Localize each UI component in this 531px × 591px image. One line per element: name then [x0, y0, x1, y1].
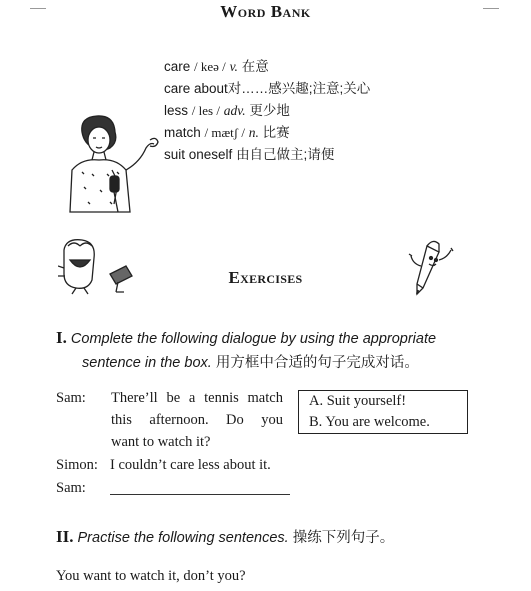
- part-of-speech: v.: [229, 59, 238, 74]
- woman-speaker-illustration: [52, 112, 162, 220]
- option-b: B. You are welcome.: [309, 414, 430, 430]
- word-token: a: [188, 390, 196, 406]
- word-entry: [164, 56, 370, 78]
- phonetic: / les /: [191, 103, 220, 118]
- word-token: be: [166, 390, 181, 406]
- section-2-number: II.: [56, 527, 74, 546]
- word: care about: [164, 81, 228, 96]
- word: care: [164, 59, 191, 74]
- practice-sentence: You want to watch it, don’t you?: [56, 568, 246, 584]
- word-token: you: [261, 412, 283, 428]
- part-of-speech: n.: [248, 125, 259, 140]
- dialogue-line: want to watch it?: [111, 434, 211, 450]
- word-entry: [164, 100, 370, 122]
- word-entry: [164, 78, 370, 100]
- answer-blank[interactable]: [110, 494, 290, 495]
- meaning: 更少地: [249, 103, 290, 118]
- instruction: Practise the following sentences.: [77, 530, 289, 546]
- speaker-sam: Sam:: [56, 480, 86, 496]
- phonetic: / keə /: [194, 59, 226, 74]
- speaker-sam: Sam:: [56, 390, 86, 406]
- section-1-instruction: [56, 326, 496, 375]
- word-token: There’ll: [111, 390, 158, 406]
- instruction-chinese: 用方框中合适的句子完成对话。: [215, 355, 419, 371]
- meaning: 比赛: [262, 125, 290, 140]
- word-bank-list: [164, 56, 370, 166]
- word-token: tennis: [204, 390, 239, 406]
- phonetic: / mætʃ /: [204, 125, 245, 140]
- word-bank-title: Word Bank: [220, 2, 311, 21]
- word-token: this: [111, 412, 132, 428]
- word-token: Do: [226, 412, 244, 428]
- option-a: A. Suit yourself!: [309, 393, 407, 409]
- meaning: 在意: [241, 59, 269, 74]
- word: match: [164, 125, 201, 140]
- word-token: match: [247, 390, 283, 406]
- dialogue-line: I couldn’t care less about it.: [110, 457, 271, 473]
- word-entry: [164, 122, 370, 144]
- section-2-instruction: [56, 526, 394, 547]
- exercises-title: Exercises: [228, 268, 303, 287]
- dialogue-line: [111, 410, 283, 432]
- word: suit oneself: [164, 147, 233, 162]
- word-token: afternoon.: [149, 412, 209, 428]
- section-1-number: I.: [56, 328, 67, 347]
- meaning: 对……感兴趣;注意;关心: [227, 81, 371, 96]
- part-of-speech: adv.: [223, 103, 246, 118]
- instruction-line-1: Complete the following dialogue by using the appropriate: [70, 331, 437, 347]
- answer-options-box: [298, 390, 468, 434]
- instruction-chinese: 操练下列句子。: [292, 530, 395, 546]
- meaning: 由自己做主;请便: [236, 147, 335, 162]
- word: less: [164, 103, 189, 118]
- dialogue-line: [111, 388, 283, 410]
- speaker-simon: Simon:: [56, 457, 98, 473]
- instruction-line-2: sentence in the box.: [82, 355, 212, 371]
- word-entry: [164, 144, 370, 166]
